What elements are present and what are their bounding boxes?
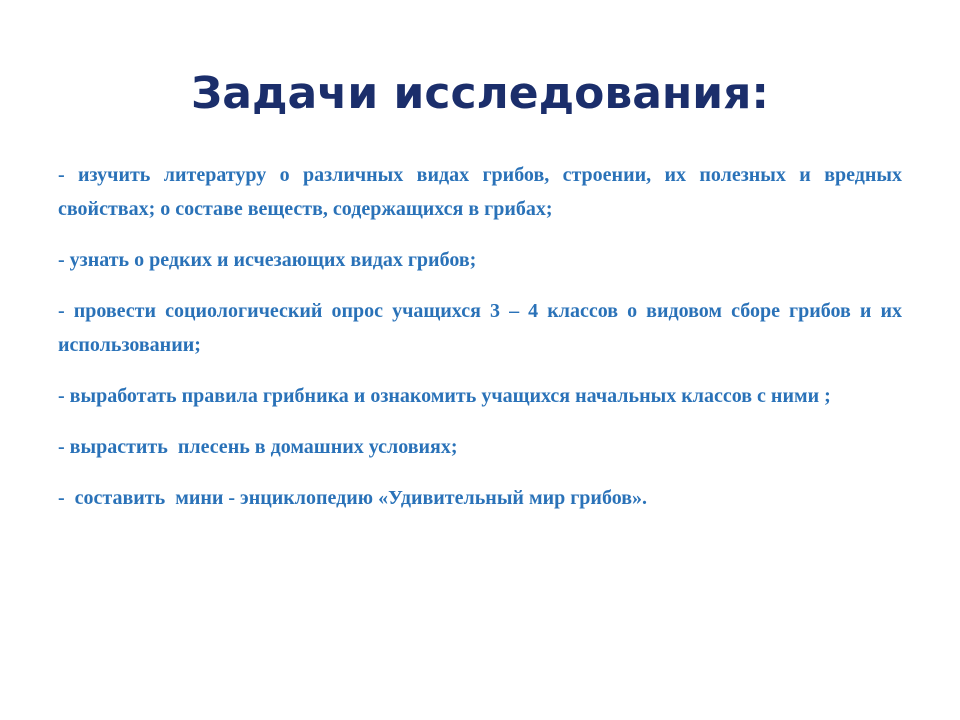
task-item: - провести социологический опрос учащихся 3 – 4 классов о видовом сборе грибов и их использовании; [58,300,907,356]
task-item: - составить мини - энциклопедию «Удивительный мир грибов». [58,487,647,509]
task-item: - вырастить плесень в домашних условиях; [58,436,458,458]
task-item: - изучить литературу о различных видах грибов, строении, их полезных и вредных свойствах; о составе веществ, содержащихся в грибах; [58,164,907,220]
task-item: - узнать о редких и исчезающих видах грибов; [58,249,477,271]
task-list [58,158,907,532]
slide-title: Задачи исследования: [191,68,769,119]
task-item: - выработать правила грибника и ознакомить учащихся начальных классов с ними ; [58,385,831,407]
